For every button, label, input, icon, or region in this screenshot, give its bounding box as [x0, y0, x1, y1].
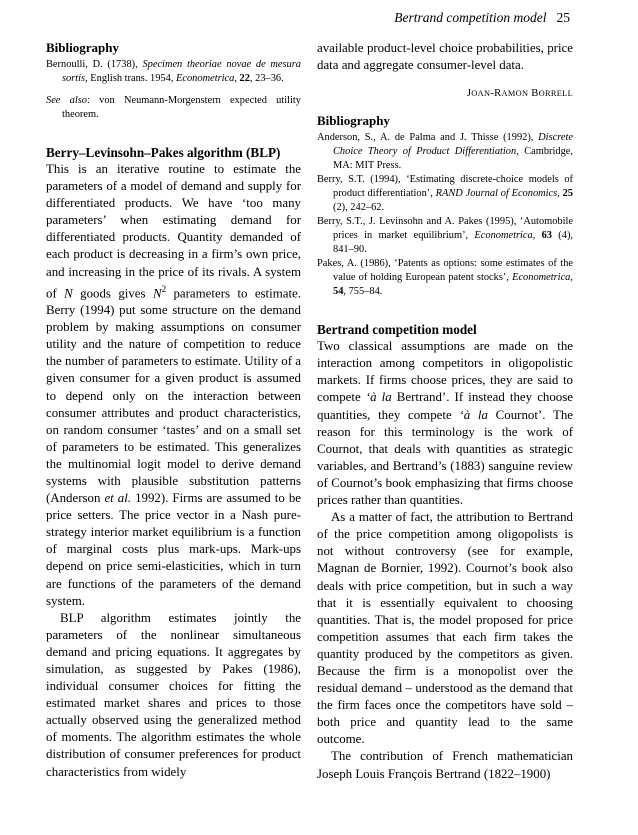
running-title: Bertrand competition model [394, 10, 547, 25]
right-column [317, 40, 573, 783]
paragraph: As a matter of fact, the attribution to Bertrand of the price competition among oligopolists is not without controversy (see for example, Magnan de Bornier, 1992). Cournot’s book also deals with price competition, but in such a way that it is essentially equivalent to choosing quantities. That is, the model proposed for price competition assumes that each firm takes the quantity produced by the competitors as given. Because the firm is a monopolist over the residual demand – understood as the demand that the firm faces once the competitors have sold – both price and quantity lead to the same outcome. [317, 510, 573, 747]
section-spacer [317, 99, 573, 113]
paragraph: available product-level choice probabilities, price data and aggregate consumer-level data. [317, 41, 573, 73]
bibliography-entry: Bernoulli, D. (1738), Specimen theoriae novae de mesura sortis, English trans. 1954, Econometrica, 22, 23–36. [46, 59, 301, 84]
left-column [46, 40, 301, 781]
paragraph: This is an iterative routine to estimate the parameters of a model of demand and supply for differentiated products. We have ‘too many parameters’ when estimating demand for differentiated products. Quantity demanded of each product is decreasing in a firm’s own price, and increasing in the price of its rivals. A system of N goods gives $N^2$ parameters to estimate. Berry (1994) put some structure on the demand problem by making assumptions on consumer utility and the nature of competition to reduce the number of parameters to estimate. Utility of a given consumer for a given product is assumed to depend only on the interaction between consumer attributes and product characteristics, on random consumer ‘tastes’ and on a small set of parameters to be estimated. This generalizes the multinomial logit model to derive demand systems with plausible substitution patterns (Anderson et al. 1992). Firms are assumed to be price setters. The price vector in a Nash pure-strategy interior market equilibrium is a function of marginal costs plus mark-ups. Mark-ups depend on price semi-elasticities, which in turn are functions of the parameters of the demand system. [46, 162, 301, 608]
running-header [394, 10, 570, 26]
bibliography-heading: Bibliography [46, 40, 119, 55]
section-heading-blp: Berry–Levinsohn–Pakes algorithm (BLP) [46, 145, 281, 160]
section-spacer [46, 122, 301, 144]
section-heading-bertrand: Bertrand competition model [317, 322, 477, 338]
bibliography-entry: Berry, S.T. (1994), ‘Estimating discrete-choice models of product differentiation’, RAND Journal of Economics, 25 (2), 242–62. [317, 174, 573, 214]
see-also-note: See also: von Neumann-Morgenstern expected utility theorem. [46, 95, 301, 120]
paragraph: BLP algorithm estimates jointly the parameters of the nonlinear simultaneous demand and pricing equations. It aggregates by simulation, as suggested by Pakes (1986), individual consumer choices for fitting the estimated market shares and prices to those actually observed using the generalized method of moments. The algorithm estimates the whole distribution of consumer preferences for product characteristics from widely [46, 610, 301, 779]
bibliography-entry: Berry, S.T., J. Levinsohn and A. Pakes (1995), ‘Automobile prices in market equilibrium’, Econometrica, 63 (4), 841–90. [317, 216, 573, 256]
bibliography-heading: Bibliography [317, 113, 390, 129]
page-number: 25 [556, 10, 570, 25]
bibliography-entry: Pakes, A. (1986), ‘Patents as options: some estimates of the value of holding European patent stocks’, Econometrica, 54, 755–84. [317, 258, 573, 298]
paragraph: The contribution of French mathematician Joseph Louis François Bertrand (1822–1900) [317, 749, 573, 781]
entry-author: JOAN-RAMON BORRELL [466, 88, 573, 100]
paragraph: Two classical assumptions are made on the interaction among competitors in oligopolistic markets. If firms choose prices, they are said to compete ‘à la Bertrand’. If instead they choose quantities, they compete ‘à la Cournot’. The reason for this terminology is the work of Cournot, that deals with quantities as strategic variables, and Bertrand’s (1883) sanguine review of Cournot’s book emphasizing that firms choose prices rather than quantities. [317, 339, 573, 508]
section-spacer [317, 299, 573, 321]
bibliography-entry: Anderson, S., A. de Palma and J. Thisse (1992), Discrete Choice Theory of Product Differentiation, Cambridge, MA: MIT Press. [317, 132, 573, 172]
